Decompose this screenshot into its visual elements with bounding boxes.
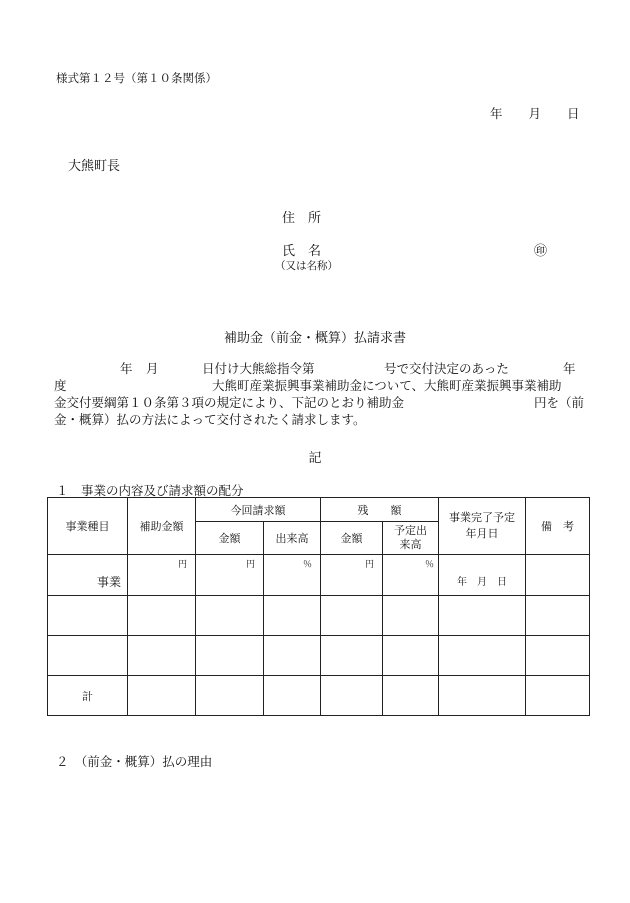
header-current-request: 今回請求額: [196, 498, 321, 522]
body-line-2: [54, 377, 582, 394]
body-fiscal-year: 年: [563, 361, 576, 376]
body-year: 年: [120, 361, 133, 376]
header-planned-line1: 予定出: [394, 524, 427, 537]
empty-cell: [439, 676, 526, 716]
table-row: [48, 636, 590, 676]
empty-cell: [196, 596, 264, 636]
empty-cell: [128, 676, 196, 716]
body-line-1: [54, 360, 582, 377]
empty-cell: [383, 636, 439, 676]
empty-cell: [196, 676, 264, 716]
body-date-ref: 日付け大熊総指令第: [202, 361, 315, 376]
header-completion-date: [439, 498, 526, 555]
empty-cell: [439, 596, 526, 636]
empty-cell: [321, 676, 383, 716]
name-note: （又は名称）: [275, 260, 338, 272]
empty-cell: [196, 636, 264, 676]
empty-cell: [383, 676, 439, 716]
body-amount: 円を（前: [534, 395, 585, 410]
total-label: 計: [48, 676, 128, 716]
unit-yen: 円: [177, 560, 187, 570]
header-subsidy-amount: 補助金額: [128, 498, 196, 555]
allocation-table: [47, 497, 590, 716]
document-title: 補助金（前金・概算）払請求書: [223, 331, 406, 346]
body-month: 月: [146, 361, 159, 376]
row-planned-progress-cell: [383, 555, 439, 596]
empty-cell: [128, 636, 196, 676]
unit-percent: ％: [425, 560, 435, 570]
empty-cell: [48, 636, 128, 676]
row-current-amount-cell: [196, 555, 264, 596]
empty-cell: [264, 676, 321, 716]
header-completion-line2: 年月日: [465, 527, 499, 540]
empty-cell: [264, 596, 321, 636]
table-row: [48, 555, 590, 596]
ki-heading: 記: [308, 451, 322, 466]
row-completion-date-cell: [439, 555, 526, 596]
body-program: 大熊町産業振興事業補助金について、大熊町産業振興事業補助: [212, 378, 562, 393]
row-current-progress-cell: [264, 555, 321, 596]
table-row: [48, 596, 590, 636]
section-2-heading: ２ （前金・概算）払の理由: [56, 754, 213, 769]
name-label: 氏 名: [282, 244, 322, 259]
header-balance: 残 額: [321, 498, 439, 522]
unit-yen: 円: [364, 560, 374, 570]
row-completion-ymd: 年 月 日: [457, 576, 507, 588]
row-business-label: 事業: [96, 575, 121, 589]
date-day: 日: [567, 106, 580, 121]
address-label: 住 所: [282, 211, 322, 226]
empty-cell: [48, 596, 128, 636]
form-number: 様式第１２号（第１０条関係）: [56, 71, 217, 85]
seal-mark: ㊞: [534, 244, 548, 259]
header-balance-amount: 金額: [321, 522, 383, 555]
header-completion-line1: 事業完了予定: [449, 511, 515, 524]
empty-cell: [526, 636, 590, 676]
table-row-total: [48, 676, 590, 716]
empty-cell: [321, 596, 383, 636]
header-current-amount: 金額: [196, 522, 264, 555]
date-month: 月: [528, 106, 542, 121]
empty-cell: [526, 676, 590, 716]
empty-cell: [526, 596, 590, 636]
header-current-progress: 出来高: [264, 522, 321, 555]
row-balance-amount-cell: [321, 555, 383, 596]
date-year: 年: [490, 106, 503, 121]
empty-cell: [128, 596, 196, 636]
date-line: [490, 104, 580, 122]
request-body: [54, 360, 585, 428]
empty-cell: [264, 636, 321, 676]
body-regulation: 金交付要綱第１０条第３項の規定により、下記のとおり補助金: [54, 395, 405, 410]
empty-cell: [321, 636, 383, 676]
section-1-heading: １ 事業の内容及び請求額の配分: [56, 483, 244, 498]
header-remarks: 備 考: [526, 498, 590, 555]
row-business-type-cell: [48, 555, 128, 596]
unit-percent: ％: [302, 560, 312, 570]
header-planned-progress: [383, 522, 439, 555]
body-line-3: [54, 394, 585, 411]
body-line-4: 金・概算）払の方法によって交付されたく請求します。: [54, 412, 366, 427]
header-planned-line2: 来高: [399, 538, 422, 551]
empty-cell: [383, 596, 439, 636]
body-fiscal-suffix: 度: [54, 378, 67, 393]
unit-yen: 円: [245, 560, 255, 570]
body-decision: 号で交付決定のあった: [384, 361, 509, 376]
row-subsidy-cell: [128, 555, 196, 596]
row-remarks-cell: [526, 555, 590, 596]
header-business-type: 事業種目: [48, 498, 128, 555]
addressee: 大熊町長: [68, 159, 121, 174]
empty-cell: [439, 636, 526, 676]
